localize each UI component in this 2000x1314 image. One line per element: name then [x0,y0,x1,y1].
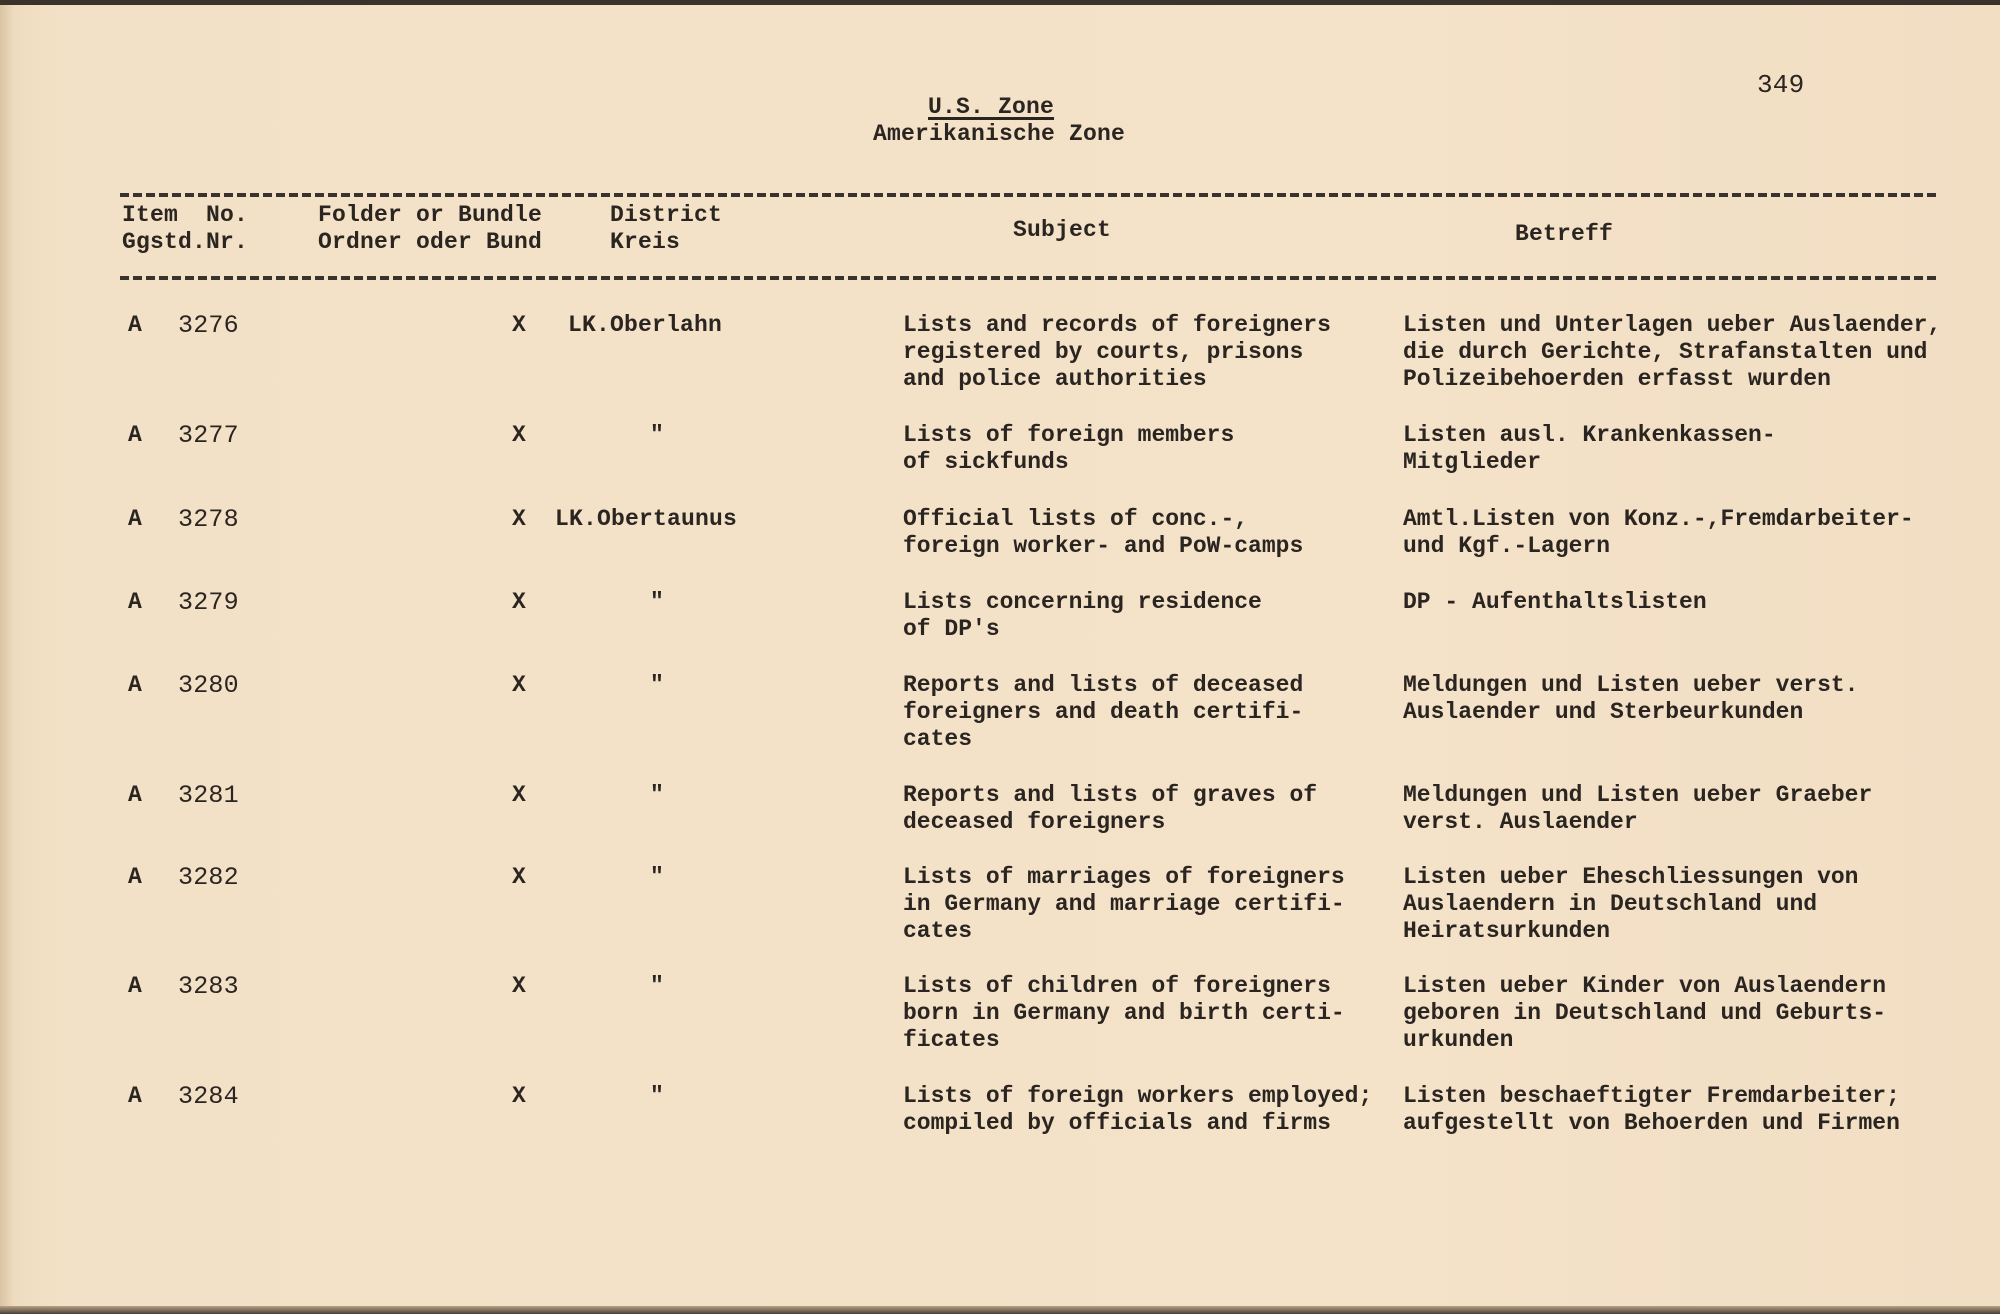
district-name: LK.Oberlahn [568,312,723,338]
district-ditto-mark: " [650,973,665,999]
subject-line: Reports and lists of deceased [903,672,1304,698]
subject-cell [903,782,1317,836]
subject-line: foreigners and death certifi- [903,699,1304,725]
district-ditto-mark: " [650,782,665,808]
folder-mark: X [512,973,527,999]
betreff-line: Mitglieder [1403,449,1542,475]
subject-line: Lists concerning residence [903,589,1262,615]
page-number: 349 [1757,70,1805,100]
folder-mark: X [512,672,527,698]
header-district-de: Kreis [610,229,681,255]
subject-line: Reports and lists of graves of [903,782,1318,808]
subject-cell [903,506,1303,560]
betreff-line: Auslaender und Sterbeurkunden [1403,699,1804,725]
subject-cell [903,422,1234,476]
item-number: 3283 [178,972,239,1001]
betreff-line: Listen beschaeftigter Fremdarbeiter; [1403,1083,1900,1109]
betreff-line: Listen ueber Kinder von Auslaendern [1403,973,1887,999]
district-ditto-mark: " [650,1083,665,1109]
folder-mark: X [512,864,527,890]
betreff-cell [1403,1083,1900,1137]
page-subtitle: Amerikanische Zone [873,121,1126,147]
subject-line: born in Germany and birth certi- [903,1000,1345,1026]
betreff-line: Heiratsurkunden [1403,918,1611,944]
folder-mark: X [512,312,527,338]
betreff-line: urkunden [1403,1027,1514,1053]
folder-mark: X [512,782,527,808]
betreff-cell [1403,506,1914,560]
betreff-cell [1403,589,1707,616]
subject-line: Lists of foreign members [903,422,1235,448]
betreff-cell [1403,973,1886,1054]
betreff-line: Meldungen und Listen ueber verst. [1403,672,1859,698]
betreff-line: Listen ueber Eheschliessungen von [1403,864,1859,890]
betreff-line: verst. Auslaender [1403,809,1638,835]
betreff-line: aufgestellt von Behoerden und Firmen [1403,1110,1900,1136]
header-betreff: Betreff [1515,221,1614,247]
subject-cell [903,864,1345,945]
header-rule-top [120,193,1938,197]
betreff-cell [1403,864,1858,945]
subject-line: of sickfunds [903,449,1069,475]
item-number: 3278 [178,505,239,534]
item-prefix: A [128,506,143,532]
folder-mark: X [512,506,527,532]
betreff-line: die durch Gerichte, Strafanstalten und [1403,339,1928,365]
betreff-cell [1403,312,1941,393]
subject-line: Lists and records of foreigners [903,312,1331,338]
item-number: 3277 [178,421,239,450]
header-item-en: Item No. [122,202,249,228]
scan-top-edge [0,0,2000,5]
subject-line: compiled by officials and firms [903,1110,1331,1136]
header-folder-en: Folder or Bundle [318,202,543,228]
item-number: 3276 [178,311,239,340]
subject-line: and police authorities [903,366,1207,392]
item-number: 3279 [178,588,239,617]
betreff-line: Listen und Unterlagen ueber Auslaender, [1403,312,1942,338]
subject-line: foreign worker- and PoW-camps [903,533,1304,559]
subject-line: of DP's [903,616,1000,642]
item-number: 3280 [178,671,239,700]
page-title: U.S. Zone [928,94,1055,120]
subject-line: Lists of marriages of foreigners [903,864,1345,890]
item-number: 3284 [178,1082,239,1111]
betreff-line: geboren in Deutschland und Geburts- [1403,1000,1887,1026]
subject-line: Lists of foreign workers employed; [903,1083,1373,1109]
subject-line: cates [903,726,973,752]
district-ditto-mark: " [650,422,665,448]
subject-cell [903,973,1345,1054]
subject-cell [903,1083,1372,1137]
item-number: 3282 [178,863,239,892]
betreff-line: Listen ausl. Krankenkassen- [1403,422,1776,448]
betreff-line: DP - Aufenthaltslisten [1403,589,1707,615]
betreff-line: Meldungen und Listen ueber Graeber [1403,782,1873,808]
item-prefix: A [128,973,143,999]
subject-line: cates [903,918,973,944]
betreff-line: Amtl.Listen von Konz.-,Fremdarbeiter- [1403,506,1914,532]
betreff-cell [1403,422,1776,476]
subject-cell [903,589,1262,643]
betreff-line: Auslaendern in Deutschland und [1403,891,1818,917]
item-number: 3281 [178,781,239,810]
subject-cell [903,312,1331,393]
district-ditto-mark: " [650,864,665,890]
subject-cell [903,672,1303,753]
item-prefix: A [128,782,143,808]
folder-mark: X [512,422,527,448]
subject-line: ficates [903,1027,1000,1053]
subject-line: Official lists of conc.-, [903,506,1249,532]
district-ditto-mark: " [650,589,665,615]
folder-mark: X [512,1083,527,1109]
item-prefix: A [128,1083,143,1109]
betreff-cell [1403,782,1872,836]
betreff-cell [1403,672,1858,726]
header-folder-de: Ordner oder Bund [318,229,543,255]
betreff-line: Polizeibehoerden erfasst wurden [1403,366,1831,392]
subject-line: deceased foreigners [903,809,1166,835]
item-prefix: A [128,422,143,448]
district-name: LK.Obertaunus [555,506,738,532]
item-prefix: A [128,312,143,338]
header-district-en: District [610,202,723,228]
subject-line: registered by courts, prisons [903,339,1304,365]
item-prefix: A [128,589,143,615]
scan-bottom-edge [0,1306,2000,1314]
folder-mark: X [512,589,527,615]
header-subject: Subject [1013,217,1112,243]
subject-line: Lists of children of foreigners [903,973,1331,999]
betreff-line: und Kgf.-Lagern [1403,533,1611,559]
header-item-de: Ggstd.Nr. [122,229,249,255]
item-prefix: A [128,672,143,698]
district-ditto-mark: " [650,672,665,698]
subject-line: in Germany and marriage certifi- [903,891,1345,917]
item-prefix: A [128,864,143,890]
header-rule-bottom [120,276,1938,280]
